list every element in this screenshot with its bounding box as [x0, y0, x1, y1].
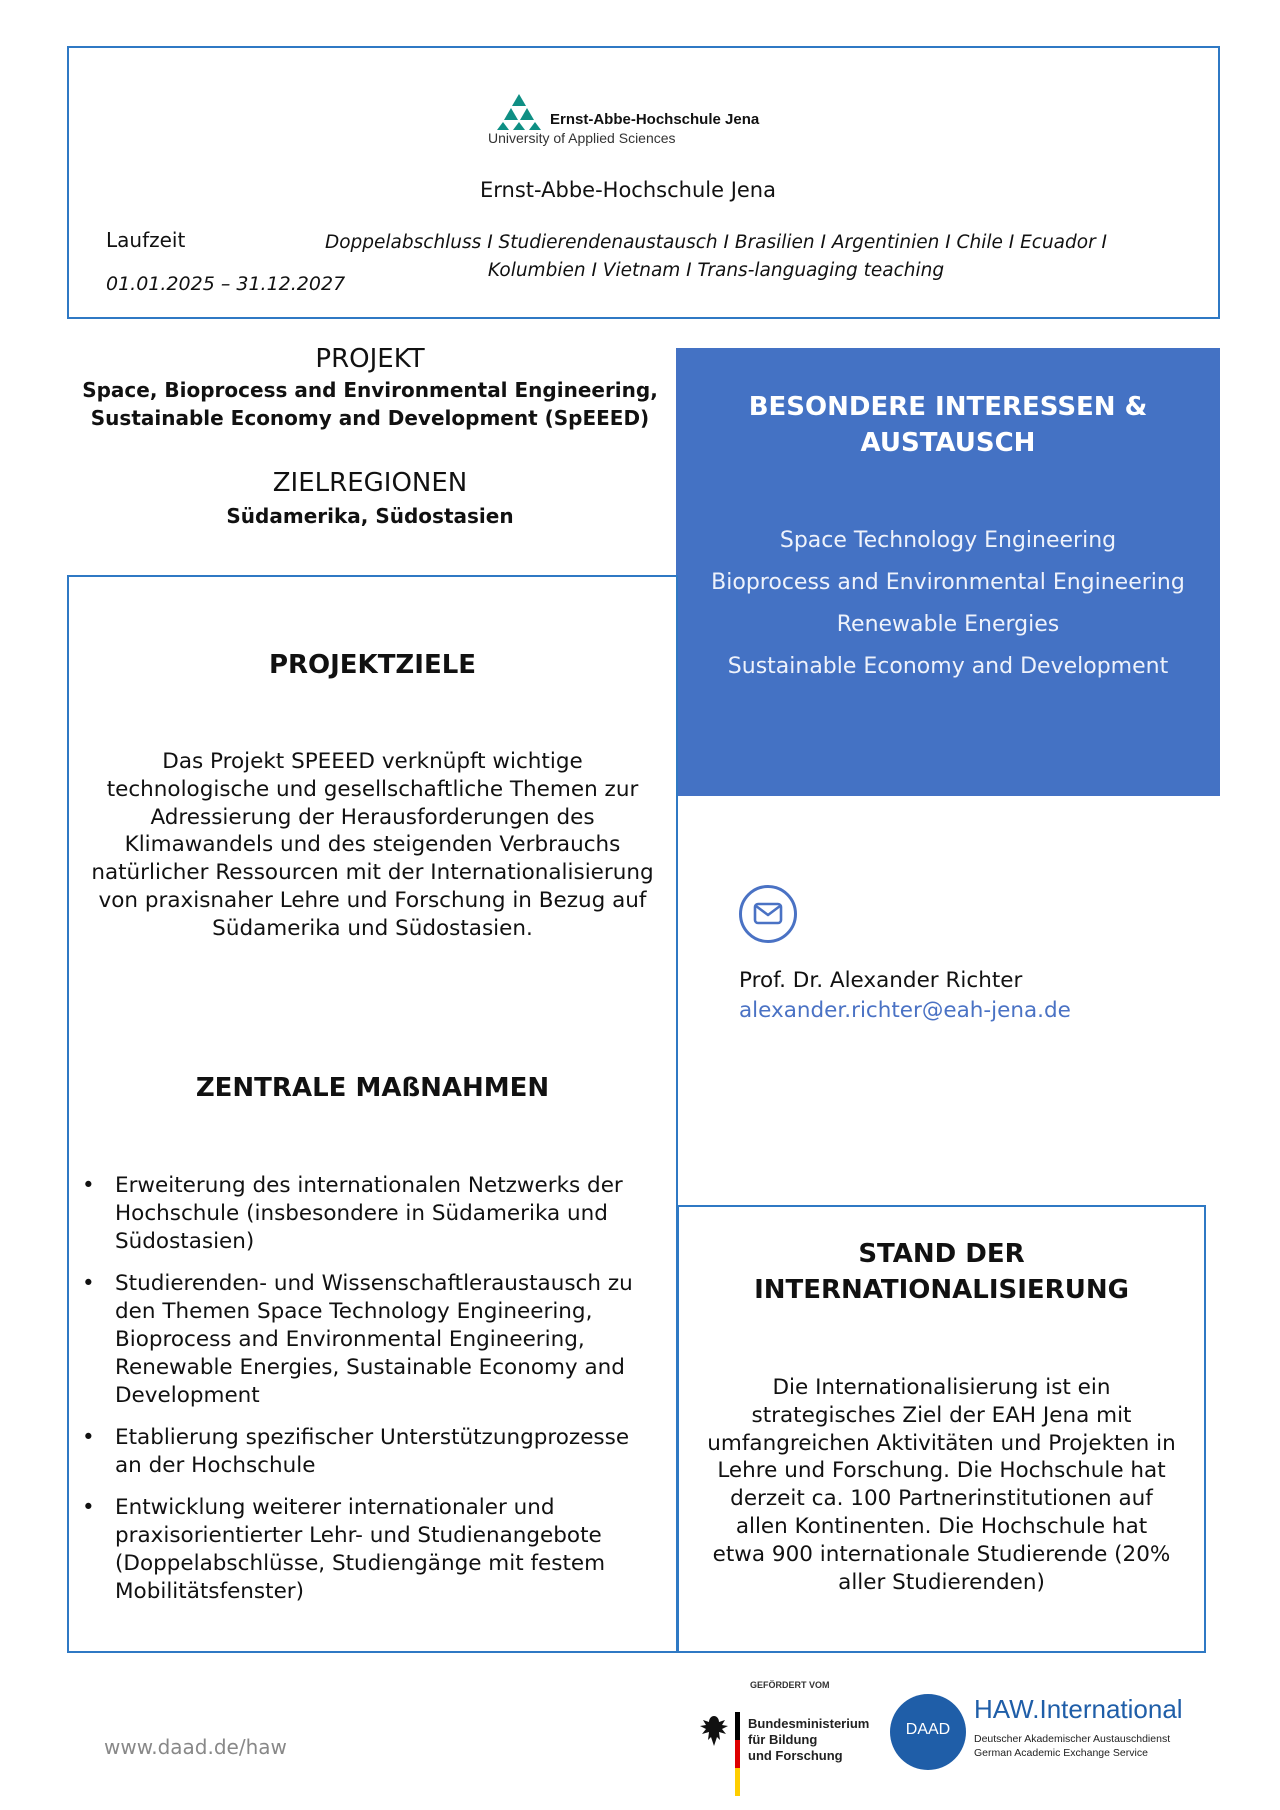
institution-name: Ernst-Abbe-Hochschule Jena: [480, 178, 776, 202]
interests-heading-line2: AUSTAUSCH: [860, 428, 1036, 458]
ministry-line: für Bildung: [748, 1732, 818, 1747]
interest-item: Space Technology Engineering: [779, 528, 1117, 553]
goals-line: natürlicher Ressourcen mit der Internationalisierung: [91, 860, 654, 886]
status-line: derzeit ca. 100 Partnerinstitutionen auf: [730, 1486, 1153, 1512]
contact-circle: [739, 885, 797, 943]
flag-stripe: [735, 1712, 740, 1796]
footer-url[interactable]: www.daad.de/haw: [104, 1735, 287, 1759]
ministry-line: und Forschung: [748, 1748, 843, 1763]
measure-item: • Studierenden- und Wissenschaftleraustausch zu den Themen Space Technology Engineering, Bioprocess and Environmental Engineering, Renewable Energies, Sustainable Economy and Development: [82, 1270, 657, 1410]
daad-full-name: [974, 1732, 1170, 1760]
measures-heading: ZENTRALE MAßNAHMEN: [195, 1073, 550, 1103]
status-line: etwa 900 internationale Studierende (20%: [712, 1541, 1171, 1567]
logo-subtitle: University of Applied Sciences: [488, 130, 676, 146]
goals-line: Klimawandels und des steigenden Verbrauchs: [124, 832, 621, 858]
status-line: Lehre und Forschung. Die Hochschule hat: [717, 1458, 1166, 1484]
interest-item: Sustainable Economy and Development: [727, 654, 1169, 679]
keywords-line1: Doppelabschluss I Studierendenaustausch I Brasilien I Argentinien I Chile I Ecuador I: [324, 232, 1108, 253]
contact-email-link[interactable]: alexander.richter@eah-jena.de: [739, 998, 1071, 1023]
measure-item: • Entwicklung weiterer internationaler und praxisorientierter Lehr- und Studienangebote (Doppelabschlüsse, Studiengänge mit festem Mobilitätsfenster): [82, 1494, 657, 1606]
goals-line: von praxisnaher Lehre und Forschung in Bezug auf: [98, 887, 647, 913]
logo-name: Ernst-Abbe-Hochschule Jena: [550, 111, 760, 128]
daad-line: German Academic Exchange Service: [974, 1747, 1148, 1759]
measures-list: [82, 1172, 657, 1620]
ministry-line: Bundesministerium: [748, 1716, 870, 1731]
measure-item: • Etablierung spezifischer Unterstützungprozesse an der Hochschule: [82, 1424, 657, 1480]
keywords-line2: Kolumbien I Vietnam I Trans-languaging teaching: [487, 260, 945, 281]
runtime-dates: 01.01.2025 – 31.12.2027: [106, 273, 346, 295]
goals-line: technologische und gesellschaftliche Themen zur: [106, 776, 639, 802]
project-title-line1: Space, Bioprocess and Environmental Engineering,: [82, 378, 658, 402]
interest-item: Bioprocess and Environmental Engineering: [711, 570, 1185, 595]
status-text: [677, 1374, 1206, 1596]
status-line: umfangreichen Aktivitäten und Projekten in: [707, 1430, 1176, 1456]
runtime-label: Laufzeit: [106, 228, 186, 252]
status-line: allen Kontinenten. Die Hochschule hat: [735, 1513, 1148, 1539]
goals-line: Das Projekt SPEEED verknüpft wichtige: [162, 749, 583, 774]
interest-item: Renewable Energies: [836, 612, 1060, 637]
status-line: aller Studierenden): [838, 1569, 1045, 1595]
project-title-line2: Sustainable Economy and Development (SpEEED): [90, 406, 650, 430]
haw-title: HAW.International: [974, 1694, 1183, 1724]
contact-name: Prof. Dr. Alexander Richter: [739, 968, 1023, 993]
status-heading-line2: INTERNATIONALISIERUNG: [754, 1275, 1129, 1305]
header-box: [67, 46, 1220, 319]
regions-value: Südamerika, Südostasien: [226, 504, 514, 528]
measure-item: • Erweiterung des internationalen Netzwerks der Hochschule (insbesondere in Südamerika und Südostasien): [82, 1172, 657, 1256]
federal-eagle-icon: [697, 1712, 731, 1752]
daad-badge-text: DAAD: [905, 1721, 951, 1738]
interests-heading-line1: BESONDERE INTERESSEN &: [748, 392, 1148, 422]
status-heading-line1: STAND DER: [858, 1239, 1025, 1269]
interests-panel: [676, 348, 1220, 796]
daad-line: Deutscher Akademischer Austauschdienst: [974, 1733, 1171, 1745]
envelope-icon: [742, 888, 794, 940]
project-label: PROJEKT: [315, 344, 425, 374]
goals-line: Adressierung der Herausforderungen des: [150, 804, 595, 830]
goals-heading: PROJEKTZIELE: [268, 650, 477, 680]
status-line: strategisches Ziel der EAH Jena mit: [751, 1402, 1132, 1428]
goals-text: [67, 748, 678, 943]
eah-logo-icon: [493, 92, 545, 130]
funded-by-label: GEFÖRDERT VOM: [750, 1680, 830, 1690]
status-line: Die Internationalisierung ist ein: [772, 1375, 1111, 1400]
interests-list: [676, 520, 1220, 688]
goals-line: Südamerika und Südostasien.: [212, 915, 533, 941]
ministry-name: [748, 1716, 869, 1764]
regions-label: ZIELREGIONEN: [272, 468, 468, 498]
